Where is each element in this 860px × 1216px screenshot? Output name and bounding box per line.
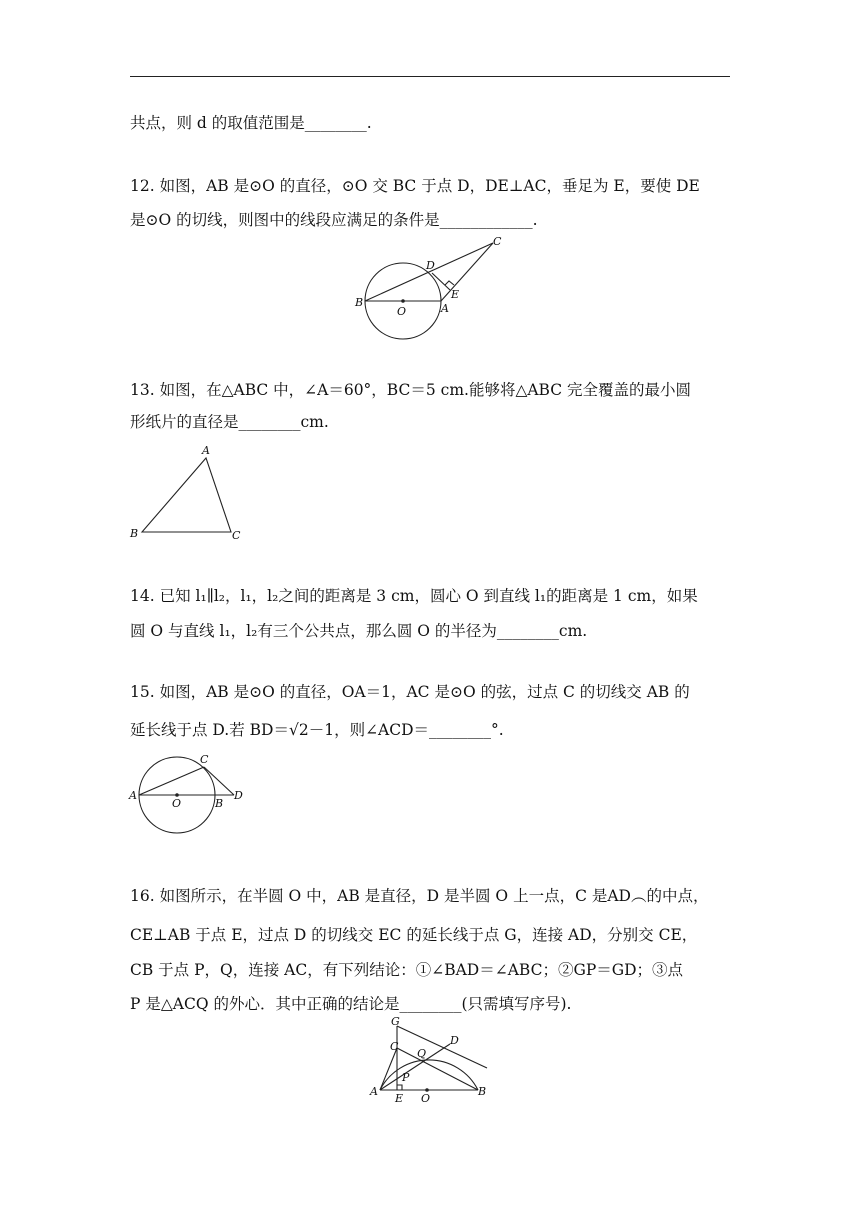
label-o: O [421, 1092, 431, 1105]
segment-ac [380, 1048, 397, 1090]
label-c: C [232, 529, 241, 542]
header-rule [130, 76, 730, 77]
right-angle-mark [397, 1085, 402, 1090]
label-a: A [370, 1085, 378, 1098]
center-dot [401, 299, 405, 303]
segment-ac [441, 243, 493, 301]
tangent-cd [204, 767, 234, 795]
label-p: P [402, 1071, 410, 1084]
q14-line-2: 圆 O 与直线 l₁，l₂有三个公共点，那么圆 O 的半径为________cm. [130, 622, 588, 640]
figure-q16 [364, 1016, 504, 1106]
q11-tail-line: 共点，则 d 的取值范围是________. [130, 114, 372, 132]
q16-line-1: 16. 如图所示，在半圆 O 中，AB 是直径，D 是半圆 O 上一点，C 是AD︵的中点， [130, 887, 709, 905]
figure-q12 [350, 234, 510, 344]
q13-line-1: 13. 如图，在△ABC 中，∠A＝60°，BC＝5 cm.能够将△ABC 完全覆盖的最小圆 [130, 381, 692, 399]
q14-line-1: 14. 已知 l₁∥l₂，l₁，l₂之间的距离是 3 cm，圆心 O 到直线 l₁的距离是 1 cm，如果 [130, 587, 698, 605]
q13-line-2: 形纸片的直径是________cm. [130, 413, 329, 431]
q16-line-4: P 是△ACQ 的外心．其中正确的结论是________(只需填写序号). [130, 995, 572, 1013]
q16-line-2: CE⊥AB 于点 E，过点 D 的切线交 EC 的延长线于点 G，连接 AD，分别交 CE， [130, 926, 698, 944]
label-d: D [450, 1034, 459, 1047]
segment-bc [365, 243, 493, 301]
q16-line-3: CB 于点 P，Q，连接 AC，有下列结论：①∠BAD＝∠ABC；②GP＝GD；③点 [130, 961, 684, 979]
label-o: O [172, 797, 182, 810]
label-d: D [426, 259, 435, 272]
label-c: C [200, 753, 209, 766]
label-e: E [395, 1092, 404, 1105]
label-c: C [390, 1040, 399, 1053]
label-b: B [215, 797, 224, 810]
segment-de [432, 273, 450, 290]
figure-q15 [126, 752, 256, 847]
label-b: B [130, 527, 139, 540]
chord-ac [139, 767, 204, 795]
label-b: B [355, 296, 364, 309]
label-a: A [202, 444, 210, 457]
label-q: Q [417, 1047, 427, 1060]
right-angle-mark [445, 281, 454, 285]
q12-line-1: 12. 如图，AB 是⊙O 的直径，⊙O 交 BC 于点 D，DE⊥AC，垂足为 E，要使 DE [130, 177, 700, 195]
q15-line-2: 延长线于点 D.若 BD＝√2－1，则∠ACD＝________°. [130, 721, 504, 739]
label-a: A [129, 789, 137, 802]
label-g: G [391, 1015, 400, 1028]
label-b: B [478, 1085, 487, 1098]
figure-q13 [128, 440, 248, 545]
q15-line-1: 15. 如图，AB 是⊙O 的直径，OA＝1，AC 是⊙O 的弦，过点 C 的切线交 AB 的 [130, 683, 690, 701]
triangle-abc [142, 458, 231, 532]
label-o: O [397, 305, 407, 318]
label-e: E [451, 288, 460, 301]
q12-line-2: 是⊙O 的切线，则图中的线段应满足的条件是____________. [130, 211, 538, 229]
label-c: C [493, 235, 502, 248]
label-d: D [234, 789, 243, 802]
label-a: A [441, 302, 449, 315]
